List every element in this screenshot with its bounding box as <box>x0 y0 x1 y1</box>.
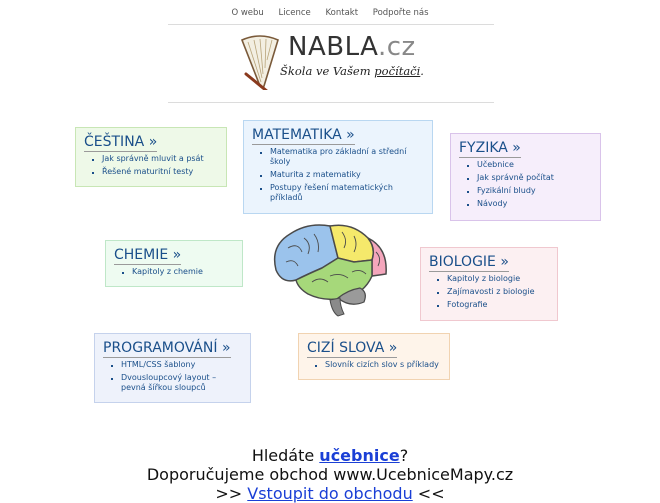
top-navigation <box>0 8 660 18</box>
link-fotografie[interactable]: Fotografie <box>447 300 488 309</box>
list-item <box>477 160 592 170</box>
link-kapitoly-biologie[interactable]: Kapitoly z biologie <box>447 274 521 283</box>
category-title-text: MATEMATIKA » <box>252 127 355 143</box>
list-item <box>477 199 592 209</box>
list-item <box>102 167 218 177</box>
motto-underlined: počítači <box>374 64 421 78</box>
category-cizi-slova <box>298 333 450 380</box>
category-title-fyzika[interactable] <box>459 140 521 158</box>
link-jak-spravne-pocitat[interactable]: Jak správně počítat <box>477 173 554 182</box>
link-postupy-reseni[interactable]: Postupy řešení matematických příkladů <box>270 183 393 202</box>
logo-divider <box>168 102 494 103</box>
link-ucebnice[interactable]: Učebnice <box>477 160 514 169</box>
list-item <box>447 300 549 310</box>
category-title-text: CIZÍ SLOVA » <box>307 340 398 356</box>
category-biologie <box>420 247 558 321</box>
nav-link-support[interactable]: Podpořte nás <box>372 8 429 18</box>
list-item <box>270 170 424 180</box>
category-title-chemie[interactable] <box>114 247 181 265</box>
list-item <box>102 154 218 164</box>
link-vstoupit-do-obchodu[interactable]: Vstoupit do obchodu <box>247 484 413 503</box>
link-matematika-skoly[interactable]: Matematika pro základní a střední školy <box>270 147 407 166</box>
link-dvousloupcovy-layout[interactable]: Dvousloupcový layout – pevná šířkou sloupců <box>121 373 217 392</box>
link-maturita-matematika[interactable]: Maturita z matematiky <box>270 170 361 179</box>
link-zajimavosti-biologie[interactable]: Zajímavosti z biologie <box>447 287 535 296</box>
promo-text: ? <box>399 446 409 465</box>
list-item <box>270 147 424 167</box>
list-item <box>121 373 242 393</box>
logo-tld: .cz <box>377 32 416 62</box>
list-item <box>477 186 592 196</box>
list-item <box>447 287 549 297</box>
category-title-text: FYZIKA » <box>459 140 521 156</box>
list-item <box>132 267 234 277</box>
link-navody[interactable]: Návody <box>477 199 508 208</box>
category-title-biologie[interactable] <box>429 254 509 272</box>
promo-text: Hledáte <box>251 446 320 465</box>
list-item <box>325 360 441 370</box>
link-slovnik-cizich-slov[interactable]: Slovník cizích slov s příklady <box>325 360 439 369</box>
category-title-text: ČEŠTINA » <box>84 134 158 150</box>
category-title-text: CHEMIE » <box>114 247 182 263</box>
link-html-css-sablony[interactable]: HTML/CSS šablony <box>121 360 196 369</box>
category-programovani <box>94 333 251 403</box>
logo-name <box>288 32 416 62</box>
list-item <box>121 360 242 370</box>
list-item <box>447 274 549 284</box>
brain-illustration <box>268 218 394 318</box>
category-title-text: BIOLOGIE » <box>429 254 509 270</box>
link-jak-spravne-mluvit[interactable]: Jak správně mluvit a psát <box>102 154 204 163</box>
site-logo[interactable] <box>238 32 458 92</box>
motto-end: . <box>420 64 424 78</box>
category-title-cizi-slova[interactable] <box>307 340 397 358</box>
logo-name-text: NABLA <box>288 32 378 62</box>
list-item <box>270 183 424 203</box>
list-item <box>477 173 592 183</box>
link-ucebnice-promo[interactable]: učebnice <box>319 446 400 465</box>
category-title-programovani[interactable] <box>103 340 231 358</box>
link-kapitoly-chemie[interactable]: Kapitoly z chemie <box>132 267 203 276</box>
top-divider <box>168 24 494 25</box>
nav-link-contact[interactable]: Kontakt <box>325 8 359 18</box>
logo-motto <box>280 64 424 78</box>
category-matematika <box>243 120 433 214</box>
category-fyzika <box>450 133 601 221</box>
promo-line-1 <box>0 446 660 465</box>
link-maturitni-testy[interactable]: Řešené maturitní testy <box>102 167 194 176</box>
promo-text: >> <box>215 484 248 503</box>
category-title-matematika[interactable] <box>252 127 355 145</box>
harp-logo-icon <box>238 34 282 90</box>
link-fyzikalni-bludy[interactable]: Fyzikální bludy <box>477 186 536 195</box>
nav-link-about[interactable]: O webu <box>231 8 264 18</box>
category-title-cestina[interactable] <box>84 134 157 152</box>
category-title-text: PROGRAMOVÁNÍ » <box>103 340 231 356</box>
nav-link-license[interactable]: Licence <box>278 8 311 18</box>
promo-line-3 <box>0 484 660 503</box>
shop-promo <box>0 446 660 503</box>
category-chemie <box>105 240 243 287</box>
category-cestina <box>75 127 227 187</box>
promo-text: << <box>412 484 445 503</box>
promo-line-2: Doporučujeme obchod www.UcebniceMapy.cz <box>146 465 514 484</box>
motto-text: Škola ve Vašem <box>280 64 375 78</box>
